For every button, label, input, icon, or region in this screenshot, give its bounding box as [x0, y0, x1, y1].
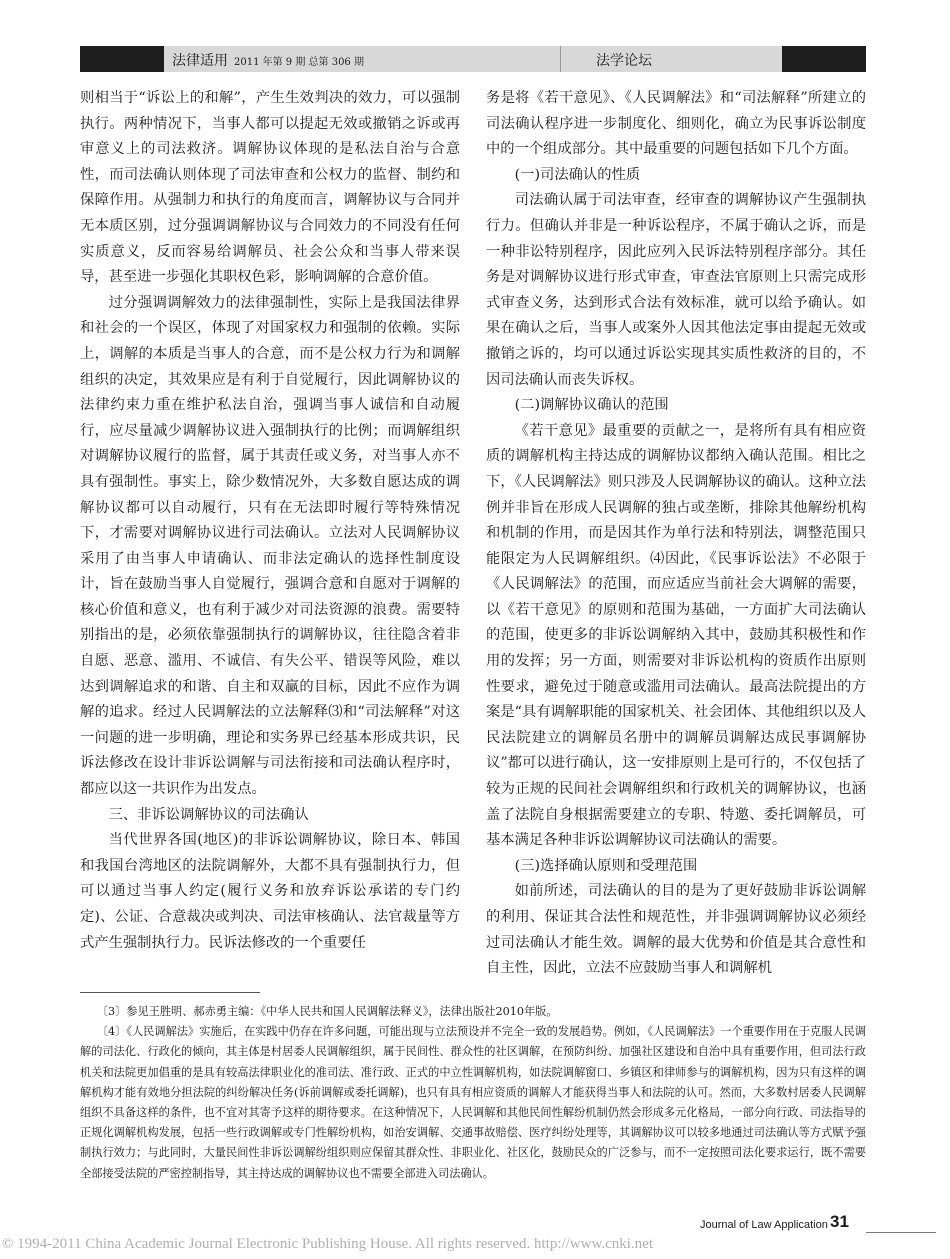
footnotes	[80, 1002, 866, 1184]
section-heading: 三、非诉讼调解协议的司法确认	[108, 806, 309, 823]
paragraph: 务是将《若干意见》、《人民调解法》和“司法解释”所建立的司法确认程序进一步制度化、细则化，确立为民事诉讼制度中的一个组成部分。其中最重要的问题包括如下几个方面。	[486, 90, 866, 158]
right-column	[486, 86, 866, 982]
footnote: 〔3〕参见王胜明、郝赤勇主编：《中华人民共和国人民调解法释义》，法律出版社2010年版。	[96, 1005, 558, 1018]
paragraph: 当代世界各国(地区)的非诉讼调解协议，除日本、韩国和我国台湾地区的法院调解外，大都不具有强制执行力，但可以通过当事人约定(履行义务和放弃诉讼承诺的专门约定)、公证、合意裁决或判决、司法审核确认、法官裁量等方式产生强制执行力。民诉法修改的一个重要任	[80, 832, 460, 951]
subsection-heading: (二)调解协议确认的范围	[514, 397, 669, 414]
paragraph: 司法确认属于司法审查，经审查的调解协议产生强制执行力。但确认并非是一种诉讼程序，不属于确认之诉，而是一种非讼特别程序，因此应列入民诉法特别程序部分。其任务是对调解协议进行形式审查，审查法官原则上只需完成形式审查义务，达到形式合法有效标准，就可以给予确认。如果在确认之后，当事人或案外人因其他法定事由提起无效或撤销之诉的，均可以通过诉讼实现其实质性救济的目的，不因司法确认而丧失诉权。	[486, 192, 866, 388]
footnote: 〔4〕《人民调解法》实施后，在实践中仍存在许多问题，可能出现与立法预设并不完全一致的发展趋势。例如，《人民调解法》一个重要作用在于克服人民调解的司法化、行政化的倾向，其主体是村居委人民调解组织，属于民间性、群众性的社区调解，在预防纠纷、加强社区建设和自治中具有重要作用，但司法行政机关和法院更加倡重的是具有较高法律职业化的准司法、准行政、正式的中立性调解机构，如法院调解窗口、乡镇区和律师参与的调解机构，因为只有这样的调解机构才能有效地分担法院的纠纷解决任务(诉前调解或委托调解)，也只有具有相应资质的调解人才能获得当事人和法院的认可。然而，大多数村居委人民调解组织不具备这样的条件，也不宜对其寄予这样的期待要求。在这种情况下，人民调解和其他民间性解纷机制仍然会形成多元化格局，一部分向行政、司法指导的正规化调解机构发展，包括一些行政调解或专门性解纷机构，如治安调解、交通事故赔偿、医疗纠纷处理等，其调解协议可以较多地通过司法确认等方式赋予强制执行效力；与此同时，大量民间性非诉讼调解纷组织则应保留其群众性、非职业化、社区化，鼓励民众的广泛参与，而不一定按照司法化要求运行，既不需要全部接受法院的严密控制指导，其主持达成的调解协议也不需要全部进入司法确认。	[80, 1025, 866, 1180]
issue-info: 2011 年第 9 期 总第 306 期	[234, 57, 364, 68]
header-divider	[560, 46, 561, 72]
page-number: 31	[830, 1212, 849, 1231]
footer-rule	[866, 1232, 936, 1233]
copyright-watermark: © 1994-2011 China Academic Journal Electronic Publishing House. All rights reserved. http://www.cnki.net	[2, 1236, 654, 1252]
journal-title: 法律适用 2011 年第 9 期 总第 306 期	[172, 53, 364, 69]
paragraph: 则相当于“诉讼上的和解”，产生生效判决的效力，可以强制执行。两种情况下，当事人都可以提起无效或撤销之诉或再审意义上的司法救济。调解协议体现的是私法自治与合意性，而司法确认则体现了司法审查和公权力的监督、制约和保障作用。从强制力和执行的角度而言，调解协议与合同并无本质区别，过分强调调解协议与合同效力的不同没有任何实质意义，反而容易给调解员、社会公众和当事人带来误导，甚至进一步强化其职权色彩，影响调解的合意价值。	[80, 90, 460, 286]
paragraph: 如前所述，司法确认的目的是为了更好鼓励非诉讼调解的利用、保证其合法性和规范性，并非强调调解协议必须经过司法确认才能生效。调解的最大优势和价值是其合意性和自主性，因此，立法不应鼓励当事人和调解机	[486, 883, 866, 977]
page-header	[80, 46, 866, 72]
footnote-rule	[80, 992, 260, 993]
footer-journal-name: Journal of Law Application	[700, 1219, 828, 1231]
header-block-left	[80, 46, 164, 72]
left-column	[80, 86, 460, 956]
subsection-heading: (三)选择确认原则和受理范围	[514, 857, 698, 874]
subsection-heading: (一)司法确认的性质	[514, 166, 641, 183]
paragraph: 过分强调调解效力的法律强制性，实际上是我国法律界和社会的一个误区，体现了对国家权力和强制的依赖。实际上，调解的本质是当事人的合意，而不是公权力行为和调解组织的决定，其效果应是有利于自觉履行，因此调解协议的法律约束力重在维护私法自治，强调当事人诚信和自动履行，应尽量减少调解协议进入强制执行的比例；而调解组织对调解协议履行的监督，属于其责任或义务，对当事人亦不具有强制性。事实上，除少数情况外，大多数自愿达成的调解协议都可以自动履行，只有在无法即时履行等特殊情况下，才需要对调解协议进行司法确认。立法对人民调解协议采用了由当事人申请确认、而非法定确认的选择性制度设计，旨在鼓励当事人自觉履行，强调合意和自愿对于调解的核心价值和意义，也有利于减少对司法资源的浪费。需要特别指出的是，必须依靠强制执行的调解协议，往往隐含着非自愿、恶意、滥用、不诚信、有失公平、错误等风险，难以达到调解追求的和谐、自主和双赢的目标，因此不应作为调解的追求。经过人民调解法的立法解释⑶和“司法解释”对这一问题的进一步明确，理论和实务界已经基本形成共识，民诉法修改在设计非诉讼调解与司法衔接和司法确认程序时，都应以这一共识作为出发点。	[80, 294, 460, 798]
header-block-right	[782, 46, 866, 72]
paragraph: 《若干意见》最重要的贡献之一，是将所有具有相应资质的调解机构主持达成的调解协议都纳入确认范围。相比之下，《人民调解法》则只涉及人民调解协议的确认。这种立法例并非旨在形成人民调解的独占或垄断，排除其他解纷机构和机制的作用，而是因其作为单行法和特别法，调整范围只能限定为人民调解组织。⑷因此，《民事诉讼法》不必限于《人民调解法》的范围，而应适应当前社会大调解的需要，以《若干意见》的原则和范围为基础，一方面扩大司法确认的范围，使更多的非诉讼调解纳入其中，鼓励其积极性和作用的发挥；另一方面，则需要对非诉讼机构的资质作出原则性要求，避免过于随意或滥用司法确认。最高法院提出的方案是“具有调解职能的国家机关、社会团体、其他组织以及人民法院建立的调解员名册中的调解员调解达成民事调解协议”都可以进行确认，这一安排原则上是可行的，不仅包括了较为正规的民间社会调解组织和行政机关的调解协议，也涵盖了法院自身根据需要建立的专职、特邀、委托调解员，可基本满足各种非诉讼调解协议司法确认的需要。	[486, 422, 866, 849]
section-title: 法学论坛	[596, 53, 652, 69]
